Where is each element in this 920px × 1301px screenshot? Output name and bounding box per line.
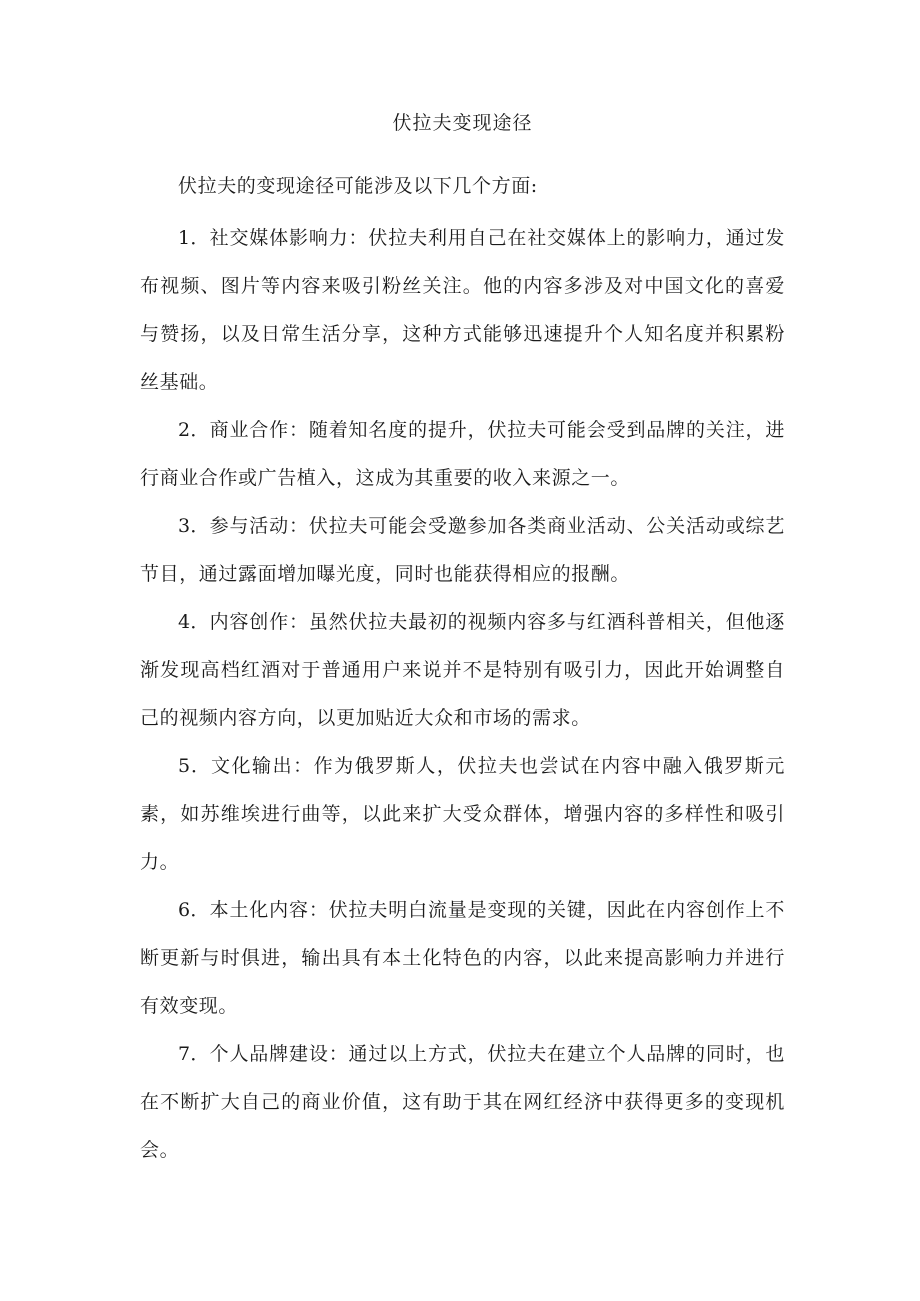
- list-item-6: [140, 886, 785, 1030]
- list-item-4: [140, 598, 785, 742]
- list-item-text: 本土化内容：伏拉夫明白流量是变现的关键，因此在内容创作上不断更新与时俱进，输出具有本土化特色的内容，以此来提高影响力并进行有效变现。: [140, 899, 785, 1017]
- list-item-3: [140, 502, 785, 598]
- document-page: [140, 100, 785, 1174]
- list-item-number: 6．: [178, 899, 210, 921]
- document-title: 伏拉夫变现途径: [392, 112, 533, 134]
- list-item-text: 参与活动：伏拉夫可能会受邀参加各类商业活动、公关活动或综艺节目，通过露面增加曝光度，同时也能获得相应的报酬。: [140, 515, 785, 585]
- list-item-1: [140, 214, 785, 406]
- list-item-number: 7．: [178, 1043, 210, 1065]
- list-item-number: 4．: [178, 611, 210, 633]
- list-item-number: 5．: [178, 755, 211, 777]
- list-item-text: 社交媒体影响力：伏拉夫利用自己在社交媒体上的影响力，通过发布视频、图片等内容来吸引粉丝关注。他的内容多涉及对中国文化的喜爱与赞扬，以及日常生活分享，这种方式能够迅速提升个人知名度并积累粉丝基础。: [140, 227, 785, 393]
- list-item-number: 2．: [178, 419, 210, 441]
- list-item-5: [140, 742, 785, 886]
- list-item-text: 文化输出：作为俄罗斯人，伏拉夫也尝试在内容中融入俄罗斯元素，如苏维埃进行曲等，以此来扩大受众群体，增强内容的多样性和吸引力。: [140, 755, 785, 873]
- list-item-2: [140, 406, 785, 502]
- list-item-text: 个人品牌建设：通过以上方式，伏拉夫在建立个人品牌的同时，也在不断扩大自己的商业价值，这有助于其在网红经济中获得更多的变现机会。: [140, 1043, 785, 1161]
- list-item-text: 商业合作：随着知名度的提升，伏拉夫可能会受到品牌的关注，进行商业合作或广告植入，这成为其重要的收入来源之一。: [140, 419, 785, 489]
- list-item-7: [140, 1030, 785, 1174]
- list-item-text: 内容创作：虽然伏拉夫最初的视频内容多与红酒科普相关，但他逐渐发现高档红酒对于普通用户来说并不是特别有吸引力，因此开始调整自己的视频内容方向，以更加贴近大众和市场的需求。: [140, 611, 785, 729]
- list-item-number: 1．: [178, 227, 210, 249]
- intro-paragraph: 伏拉夫的变现途径可能涉及以下几个方面:: [178, 175, 538, 197]
- list-item-number: 3．: [178, 515, 210, 537]
